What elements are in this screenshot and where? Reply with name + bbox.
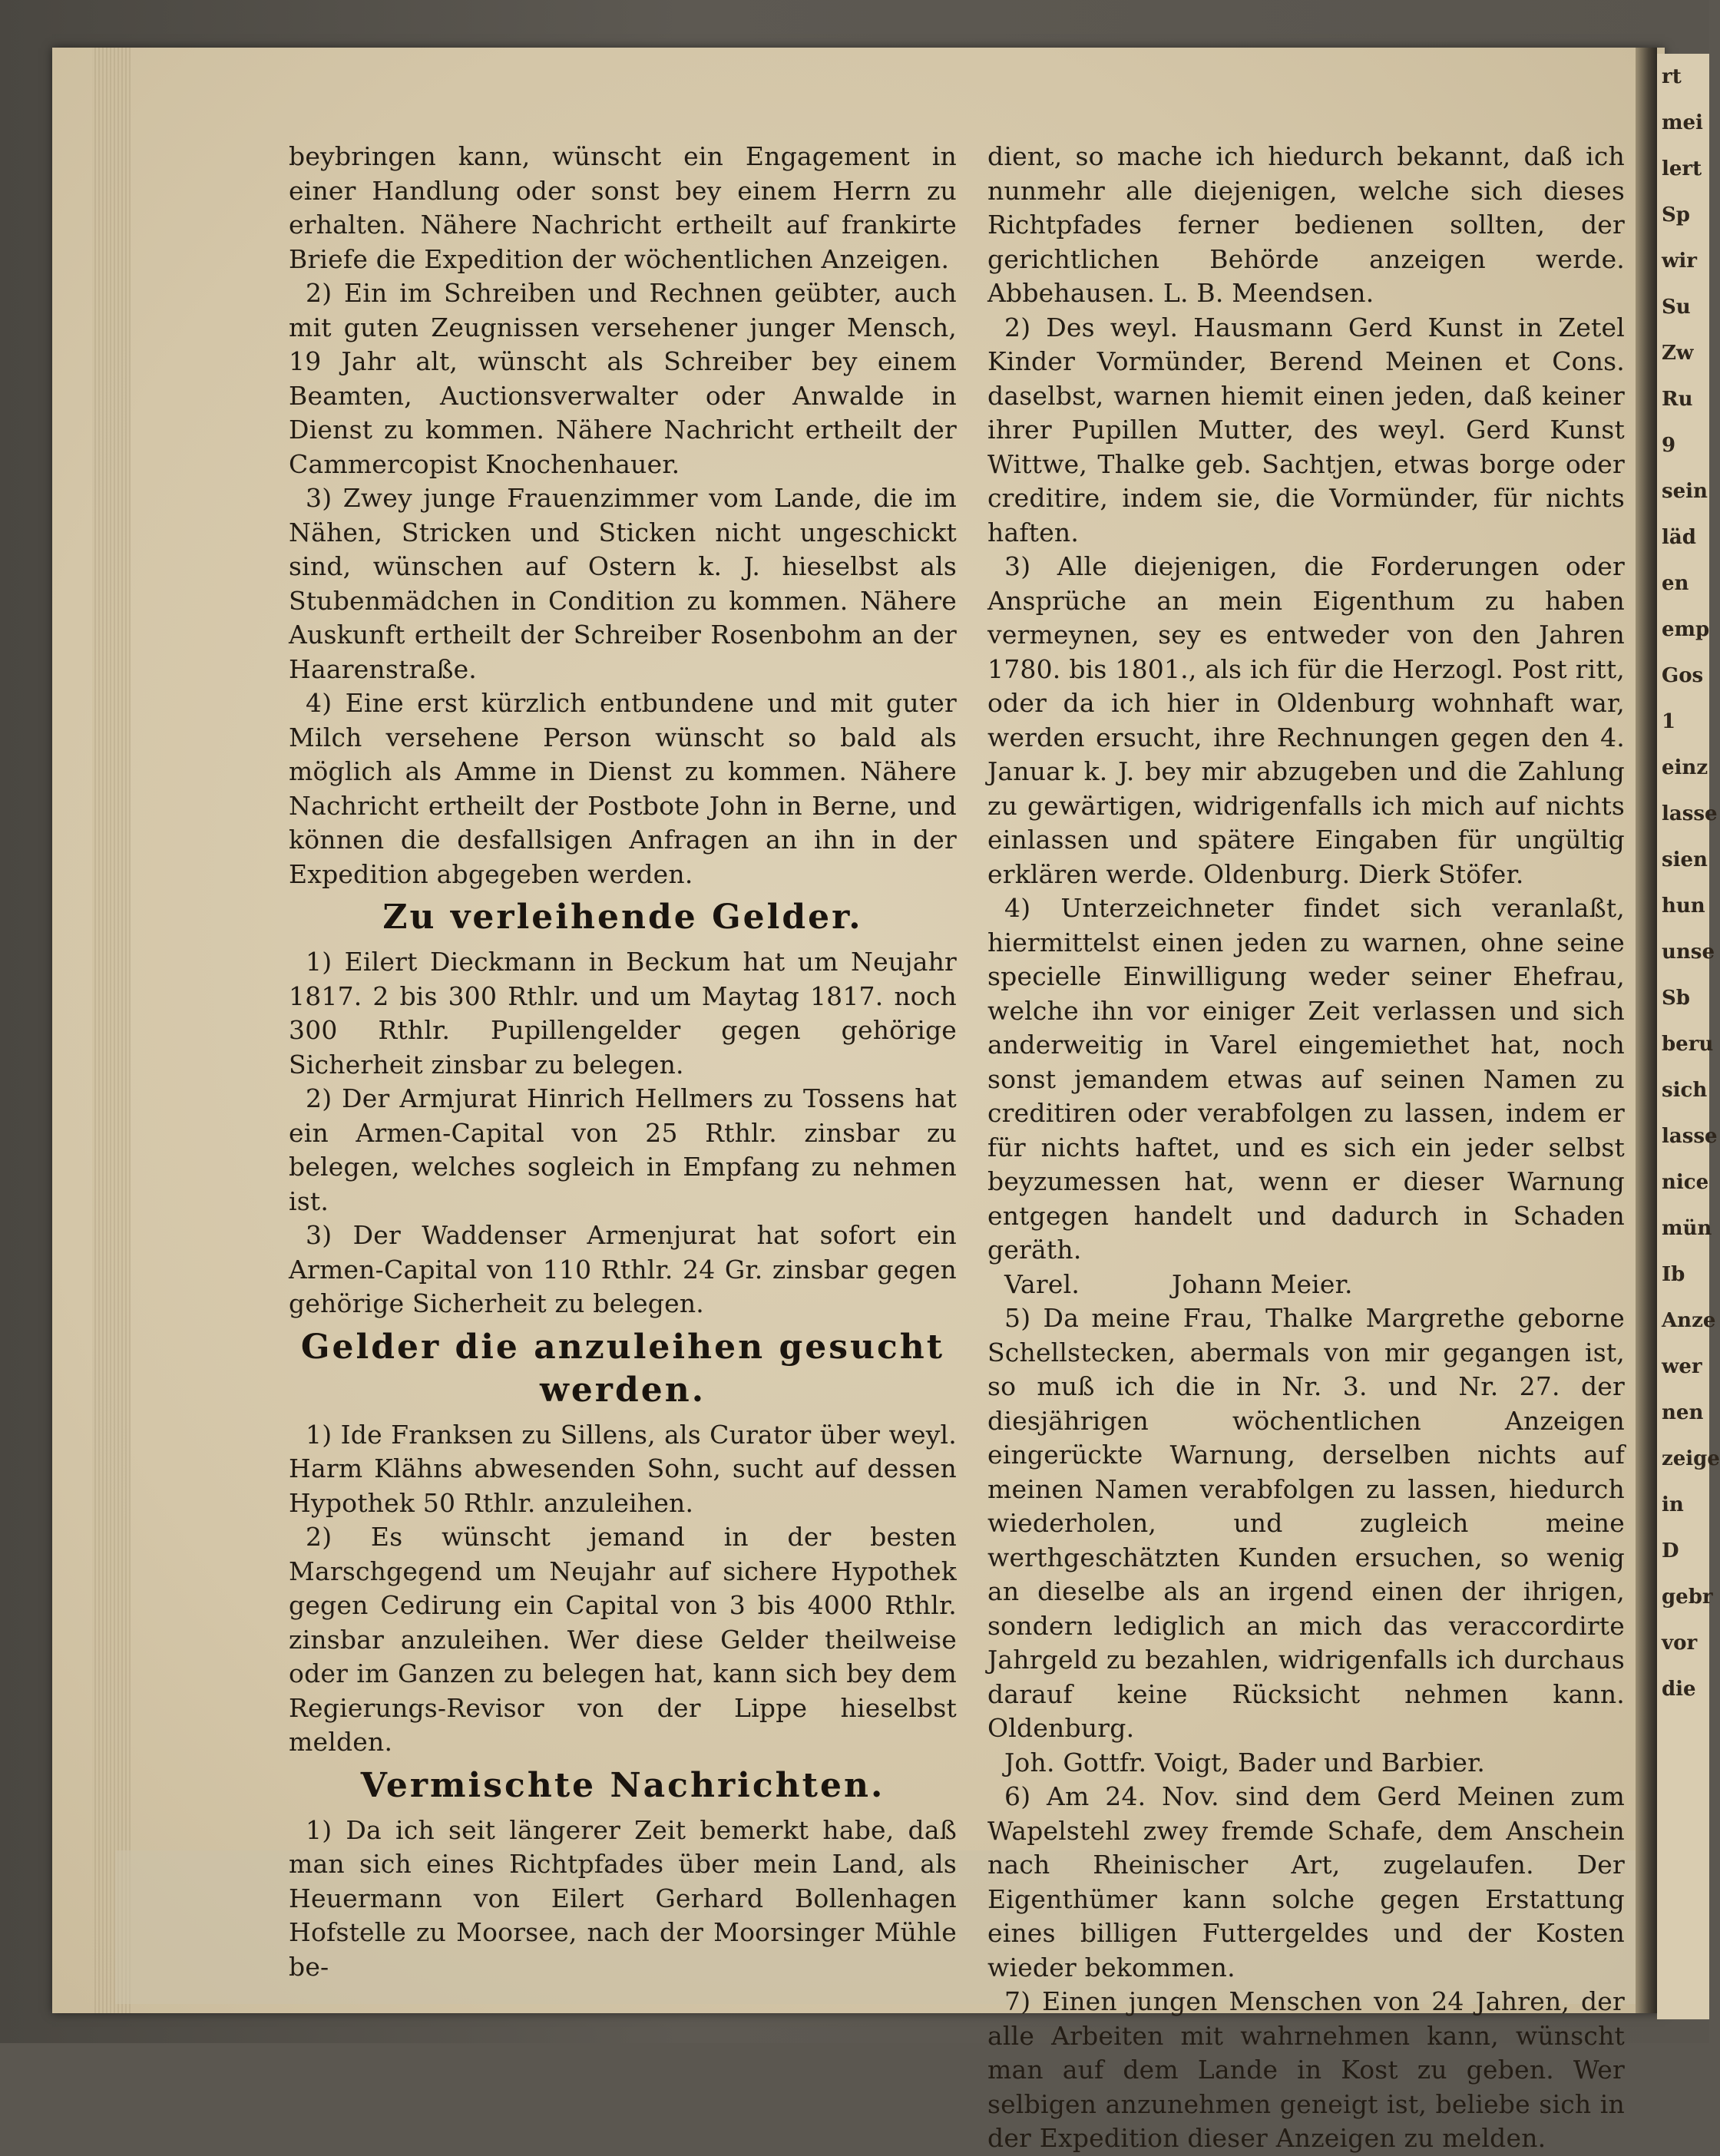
notice-text: 3) Alle diejenigen, die Forderungen oder Ansprüche an mein Eigenthum zu haben vermeynen, sey es entweder von den Jahren 1780. bis 1801., als ich für die Herzogl. Post ritt, oder da ich hier in Oldenburg wohnhaft war, werden ersucht, ihre Rechnungen gegen den 4. Januar k. J. bey mir abzugeben und die Zahlung zu gewärtigen, widrigenfalls ich mich auf nichts einlassen und spätere Eingaben für ungültig erklären werde. [987, 551, 1625, 889]
notice-place: Varel. [1004, 1268, 1080, 1299]
notice-place: Oldenburg. [1202, 858, 1351, 889]
notice-signature: Dierk Stöfer. [1358, 858, 1524, 889]
facing-page-word: läd [1662, 526, 1696, 549]
facing-page-word: Su [1662, 296, 1691, 319]
notice-paragraph: 7) Einen jungen Menschen von 24 Jahren, der alle Arbeiten mit wahrnehmen kann, wünscht man auf dem Lande in Kost zu geben. Wer selbigen anzunehmen geneigt ist, beliebe sich in der Expedition dieser Anzeigen zu melden. [987, 1986, 1625, 2153]
facing-page-word: sich [1662, 1079, 1708, 1102]
page-edge-stack [92, 48, 131, 2013]
facing-page-word: mei [1662, 111, 1703, 134]
notice-text: 5) Da meine Frau, Thalke Margrethe geborne Schellstecken, abermals von mir gegangen ist, so muß ich die in Nr. 3. und Nr. 27. der diesjährigen wöchentlichen Anzeigen eingerückte Warnung, derselben nichts auf meinen Namen verabfolgen zu lassen, hiedurch wiederholen, und zugleich meine werthgeschätzten Kunden ersuchen, so wenig an dieselbe als an irgend einen der ihrigen, sondern lediglich an mich das veraccordirte Jahrgeld zu bezahlen, widrigenfalls ich durchaus darauf keine Rücksicht nehmen kann. [987, 1303, 1625, 1709]
facing-page-word: beru [1662, 1033, 1714, 1056]
notice-paragraph: dient, so mache ich hiedurch bekannt, daß ich nunmehr alle diejenigen, welche sich dieses Richtpfades ferner bedienen sollten, der gerichtlichen Behörde anzeigen werde. Abbehausen. L. B. Meendsen. [987, 141, 1625, 308]
facing-page-word: nen [1662, 1401, 1704, 1424]
notice-paragraph: 4) Eine erst kürzlich entbundene und mit guter Milch versehene Person wünscht so bald als möglich als Amme in Dienst zu kommen. Nähere Nachricht ertheilt der Postbote John in Berne, und können die desfallsigen Anfragen an ihn in der Expedition abgegeben werden. [289, 688, 957, 889]
facing-page-word: lasse [1662, 802, 1718, 825]
facing-page-word: zeige [1662, 1447, 1720, 1470]
notice-paragraph: 3) Der Waddenser Armenjurat hat sofort ein Armen-Capital von 110 Rthlr. 24 Gr. zinsbar gegen gehörige Sicherheit zu belegen. [289, 1220, 957, 1318]
facing-page-word: 9 [1662, 434, 1676, 457]
facing-page-word: Ib [1662, 1263, 1685, 1286]
notice-signature: Johann Meier. [1172, 1268, 1353, 1299]
notice-paragraph [987, 550, 1625, 891]
notice-paragraph: 1) Ide Franksen zu Sillens, als Curator über weyl. Harm Klähns abwesenden Sohn, sucht auf dessen Hypothek 50 Rthlr. anzuleihen. [289, 1419, 957, 1518]
facing-page-word: mün [1662, 1217, 1712, 1240]
facing-page-word: sien [1662, 848, 1708, 871]
facing-page-word: wir [1662, 250, 1697, 273]
notice-signature-line [987, 1268, 1625, 1302]
facing-page-word: Sb [1662, 987, 1690, 1010]
notice-paragraph: 4) Unterzeichneter findet sich veranlaßt, hiermittelst einen jeden zu warnen, ohne seine specielle Einwilligung weder seiner Ehefrau, welche ihn vor einiger Zeit verlassen und sich anderweitig in Varel eingemiethet hat, noch sonst jemandem etwas auf seinen Namen zu creditiren oder verabfolgen zu lassen, indem er für nichts haftet, und es sich ein jeder selbst beyzumessen hat, wenn er dieser Warnung entgegen handelt und dadurch in Schaden geräth. [987, 893, 1625, 1265]
facing-page-word: lert [1662, 157, 1702, 180]
book-gutter [1636, 48, 1657, 2013]
facing-page-word: lasse [1662, 1125, 1718, 1148]
notice-paragraph [987, 1301, 1625, 1746]
notice-place: Oldenburg. [987, 1713, 1135, 1743]
facing-page-word: hun [1662, 894, 1705, 918]
facing-page-word: en [1662, 572, 1689, 595]
notice-paragraph: 3) Zwey junge Frauenzimmer vom Lande, die im Nähen, Stricken und Sticken nicht ungeschickt sind, wünschen auf Ostern k. J. hieselbst als Stubenmädchen in Condition zu kommen. Nähere Auskunft ertheilt der Schreiber Rosenbohm an der Haarenstraße. [289, 483, 957, 684]
facing-page-word: einz [1662, 756, 1708, 779]
notice-paragraph: 1) Eilert Dieckmann in Beckum hat um Neujahr 1817. 2 bis 300 Rthlr. und um Maytag 1817. noch 300 Rthlr. Pupillengelder gegen gehörige Sicherheit zinsbar zu belegen. [289, 947, 957, 1080]
facing-page-word: Zw [1662, 342, 1694, 365]
facing-page-word: nice [1662, 1171, 1709, 1194]
facing-page-word: Sp [1662, 203, 1690, 227]
facing-page-word: emp [1662, 618, 1710, 641]
facing-page-word: rt [1662, 65, 1682, 88]
facing-page-word: sein [1662, 480, 1708, 503]
right-column [987, 140, 1625, 2156]
facing-page-word: gebr [1662, 1586, 1713, 1609]
notice-paragraph: 6) Am 24. Nov. sind dem Gerd Meinen zum Wapelstehl zwey fremde Schafe, dem Anschein nach Rheinischer Art, zugelaufen. Der Eigenthümer kann solche gegen Erstattung eines billigen Futtergeldes und der Kosten wieder bekommen. [987, 1781, 1625, 1982]
facing-page-word: 1 [1662, 710, 1676, 733]
facing-page-word: unse [1662, 941, 1715, 964]
notice-paragraph: 2) Ein im Schreiben und Rechnen geübter, auch mit guten Zeugnissen versehener junger Mensch, 19 Jahr alt, wünscht als Schreiber bey einem Beamten, Auctionsverwalter oder Anwalde in Dienst zu kommen. Nähere Nachricht ertheilt der Cammercopist Knochenhauer. [289, 278, 957, 479]
facing-page-word: die [1662, 1678, 1696, 1701]
notice-paragraph: 2) Der Armjurat Hinrich Hellmers zu Tossens hat ein Armen-Capital von 25 Rthlr. zinsbar zu belegen, welches sogleich in Empfang zu nehmen ist. [289, 1083, 957, 1216]
facing-page-word: Ru [1662, 388, 1693, 411]
facing-page-word: in [1662, 1493, 1684, 1516]
section-heading: Vermischte Nachrichten. [360, 1765, 885, 1805]
facing-page-word: D [1662, 1539, 1679, 1562]
facing-page-word: wer [1662, 1355, 1702, 1378]
left-column [289, 140, 957, 1984]
facing-page-word: vor [1662, 1632, 1698, 1655]
notice-paragraph: 2) Es wünscht jemand in der besten Marschgegend um Neujahr auf sichere Hypothek gegen Cedirung ein Capital von 3 bis 4000 Rthlr. zinsbar anzuleihen. Wer diese Gelder theilweise oder im Ganzen zu belegen hat, kann sich bey dem Regierungs-Revisor von der Lippe hieselbst melden. [289, 1522, 957, 1757]
notice-signature: Joh. Gottfr. Voigt, Bader und Barbier. [1004, 1747, 1486, 1777]
notice-paragraph: 1) Da ich seit längerer Zeit bemerkt habe, daß man sich eines Richtpfades über mein Land, als Heuermann von Eilert Gerhard Bollenhagen Hofstelle zu Moorsee, nach der Moorsinger Mühle be- [289, 1814, 957, 1982]
notice-paragraph: 2) Des weyl. Hausmann Gerd Kunst in Zetel Kinder Vormünder, Berend Meinen et Cons. daselbst, warnen hiemit einen jeden, daß keiner ihrer Pupillen Mutter, des weyl. Gerd Kunst Wittwe, Thalke geb. Sachtjen, etwas borge oder creditire, indem sie, die Vormünder, für nichts haften. [987, 312, 1625, 547]
facing-page-word: Gos [1662, 664, 1704, 687]
facing-page-word: Anze [1662, 1309, 1716, 1332]
facing-page-fragment [1657, 54, 1720, 2019]
section-heading: Zu verleihende Gelder. [382, 898, 863, 937]
notice-paragraph: beybringen kann, wünscht ein Engagement in einer Handlung oder sonst bey einem Herrn zu erhalten. Nähere Nachricht ertheilt auf frankirte Briefe die Expedition der wöchentlichen Anzeigen. [289, 141, 957, 274]
section-heading: Gelder die anzuleihen gesucht werden. [300, 1327, 945, 1410]
